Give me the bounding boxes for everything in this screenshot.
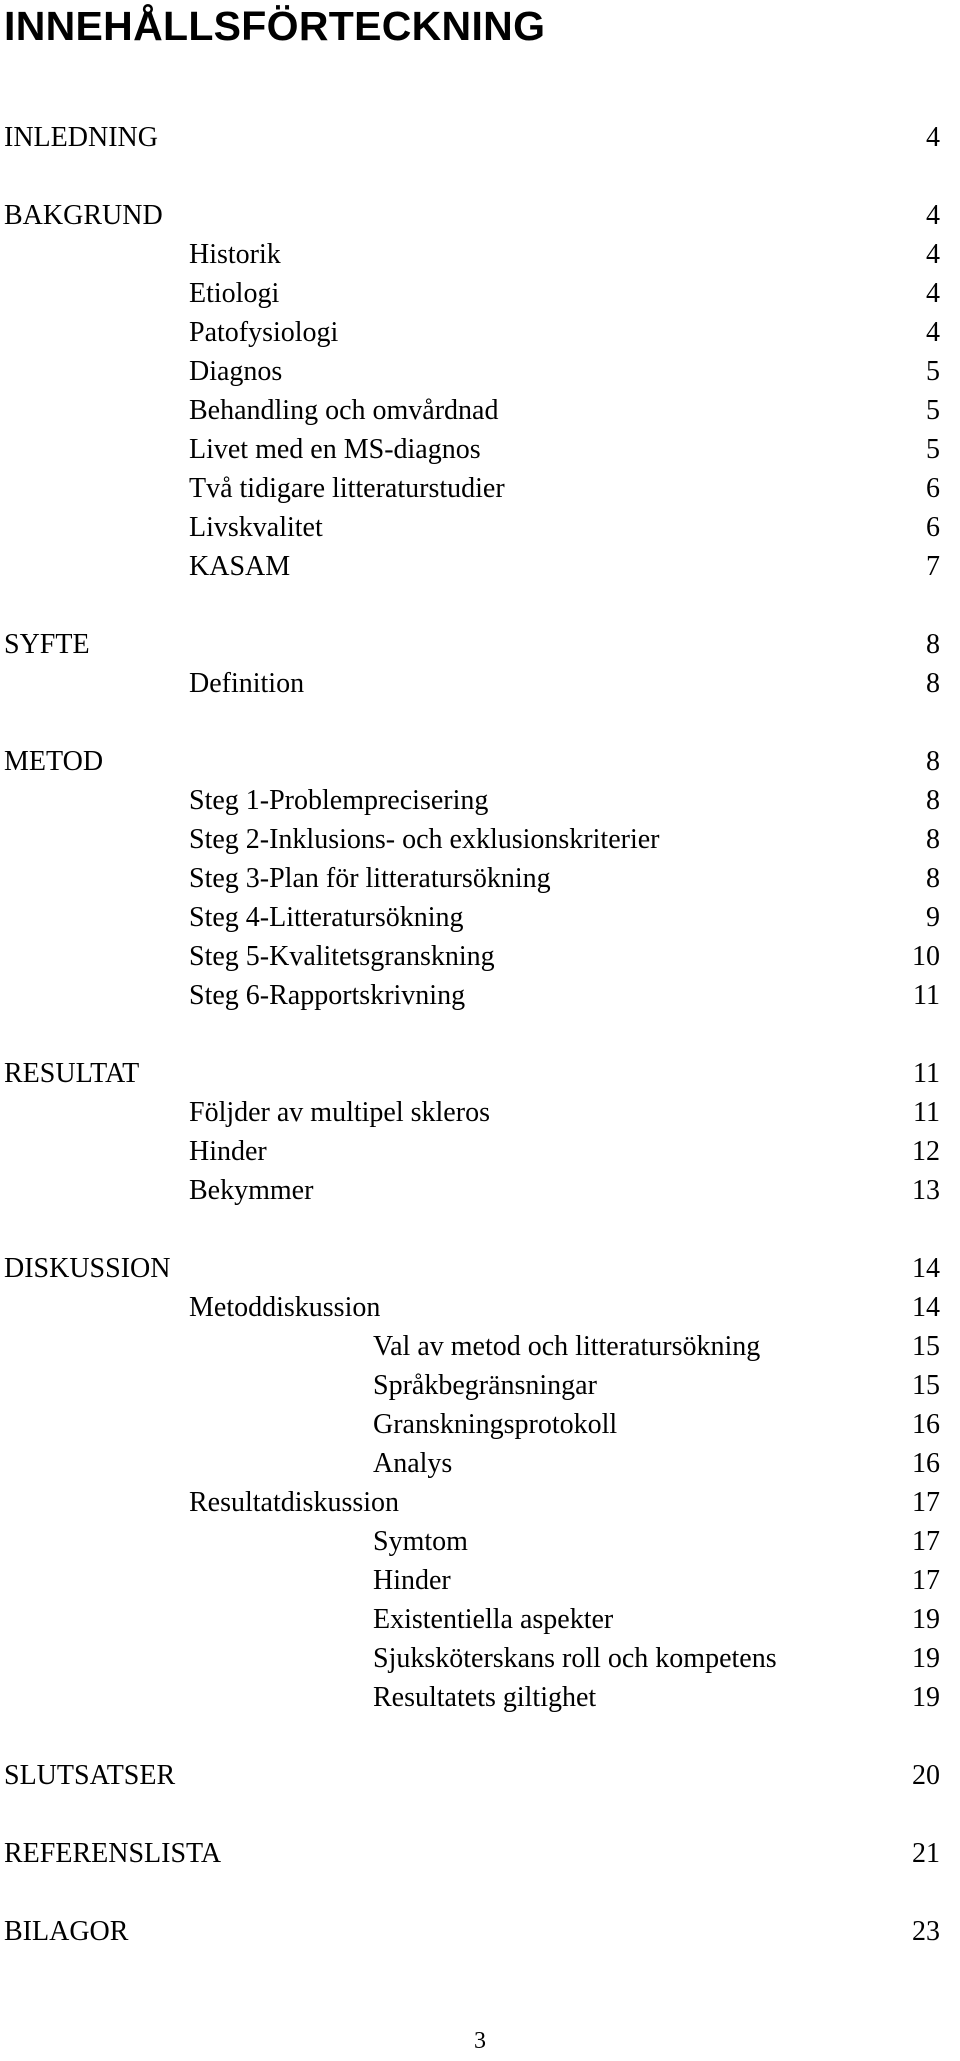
toc-entry-label: Två tidigare litteraturstudier bbox=[189, 473, 505, 504]
toc-entry-page: 11 bbox=[913, 980, 940, 1011]
toc-entry-label: Metoddiskussion bbox=[189, 1292, 381, 1323]
toc-entry-label: RESULTAT bbox=[4, 1058, 140, 1089]
toc-entry bbox=[0, 1678, 960, 1717]
toc-entry-page: 14 bbox=[912, 1292, 940, 1323]
toc-entry-page: 11 bbox=[913, 1097, 940, 1128]
toc-entry-page: 17 bbox=[912, 1565, 940, 1596]
toc-entry bbox=[0, 118, 960, 157]
toc-entry bbox=[0, 1327, 960, 1366]
toc-entry bbox=[0, 1561, 960, 1600]
toc-entry bbox=[0, 1093, 960, 1132]
toc-entry-label: Val av metod och litteratursökning bbox=[373, 1331, 761, 1362]
toc-entry-page: 4 bbox=[926, 239, 940, 270]
toc-entry bbox=[0, 1054, 960, 1093]
toc-entry-page: 21 bbox=[912, 1838, 940, 1869]
toc-entry-label: Följder av multipel skleros bbox=[189, 1097, 490, 1128]
toc-entry bbox=[0, 1366, 960, 1405]
toc-entry-page: 6 bbox=[926, 473, 940, 504]
toc-entry-label: METOD bbox=[4, 746, 104, 777]
toc-entry-page: 8 bbox=[926, 785, 940, 816]
toc-entry-page: 5 bbox=[926, 395, 940, 426]
toc-entry-label: Steg 2-Inklusions- och exklusionskriterier bbox=[189, 824, 660, 855]
toc-entry bbox=[0, 235, 960, 274]
toc-entry bbox=[0, 625, 960, 664]
toc-entry-page: 4 bbox=[926, 200, 940, 231]
toc-entry bbox=[0, 391, 960, 430]
toc-entry-label: Bekymmer bbox=[189, 1175, 314, 1206]
toc-entry bbox=[0, 1288, 960, 1327]
toc-entry-label: Symtom bbox=[373, 1526, 468, 1557]
toc-entry-label: DISKUSSION bbox=[4, 1253, 171, 1284]
toc-entry bbox=[0, 781, 960, 820]
toc-entry-label: Definition bbox=[189, 668, 305, 699]
toc-entry-label: KASAM bbox=[189, 551, 291, 582]
toc-entry-label: Språkbegränsningar bbox=[373, 1370, 597, 1401]
toc-entry bbox=[0, 1834, 960, 1873]
toc-entry bbox=[0, 664, 960, 703]
toc-entry bbox=[0, 1756, 960, 1795]
toc-entry-label: INLEDNING bbox=[4, 122, 158, 153]
toc-entry-page: 16 bbox=[912, 1448, 940, 1479]
toc-entry-label: Historik bbox=[189, 239, 281, 270]
toc-entry-page: 7 bbox=[926, 551, 940, 582]
toc-entry bbox=[0, 313, 960, 352]
toc-entry-label: Livskvalitet bbox=[189, 512, 323, 543]
toc-entry-page: 11 bbox=[913, 1058, 940, 1089]
toc-entry-page: 4 bbox=[926, 122, 940, 153]
toc-entry bbox=[0, 1912, 960, 1951]
toc-entry bbox=[0, 1171, 960, 1210]
toc-entry-label: Hinder bbox=[189, 1136, 267, 1167]
toc-entry bbox=[0, 274, 960, 313]
toc-entry-page: 17 bbox=[912, 1487, 940, 1518]
toc-entry-label: Diagnos bbox=[189, 356, 283, 387]
toc-entry-page: 14 bbox=[912, 1253, 940, 1284]
toc-entry-label: Patofysiologi bbox=[189, 317, 339, 348]
toc-entry-label: Steg 3-Plan för litteratursökning bbox=[189, 863, 551, 894]
toc-entry bbox=[0, 898, 960, 937]
toc-entry-page: 5 bbox=[926, 356, 940, 387]
toc-entry bbox=[0, 469, 960, 508]
toc-entry bbox=[0, 1249, 960, 1288]
toc-entry bbox=[0, 547, 960, 586]
toc-entry bbox=[0, 1405, 960, 1444]
toc-entry-page: 8 bbox=[926, 668, 940, 699]
toc-entry-page: 8 bbox=[926, 863, 940, 894]
toc-entry-page: 10 bbox=[912, 941, 940, 972]
toc-entry-label: SLUTSATSER bbox=[4, 1760, 176, 1791]
toc-entry bbox=[0, 937, 960, 976]
toc-entry-page: 19 bbox=[912, 1682, 940, 1713]
toc-entry-label: Steg 4-Litteratursökning bbox=[189, 902, 464, 933]
toc-entry-page: 9 bbox=[926, 902, 940, 933]
page-number: 3 bbox=[474, 2028, 486, 2054]
toc-entry bbox=[0, 352, 960, 391]
toc-entry-label: Etiologi bbox=[189, 278, 280, 309]
toc-entry bbox=[0, 1483, 960, 1522]
toc-entry-page: 8 bbox=[926, 824, 940, 855]
toc-entry-label: Resultatdiskussion bbox=[189, 1487, 400, 1518]
toc-entry-page: 19 bbox=[912, 1604, 940, 1635]
toc-entry-label: Hinder bbox=[373, 1565, 451, 1596]
toc-entry-label: Sjuksköterskans roll och kompetens bbox=[373, 1643, 777, 1674]
toc-entry-page: 8 bbox=[926, 746, 940, 777]
toc-entry-label: Existentiella aspekter bbox=[373, 1604, 614, 1635]
toc-entry-label: BILAGOR bbox=[4, 1916, 129, 1947]
toc-entry-label: BAKGRUND bbox=[4, 200, 163, 231]
toc-entry-page: 6 bbox=[926, 512, 940, 543]
toc-entry-label: Steg 6-Rapportskrivning bbox=[189, 980, 466, 1011]
toc-entry-label: Resultatets giltighet bbox=[373, 1682, 597, 1713]
toc-entry bbox=[0, 820, 960, 859]
page-title: INNEHÅLLSFÖRTECKNING bbox=[4, 3, 546, 49]
toc-entry bbox=[0, 1444, 960, 1483]
toc-entry bbox=[0, 1639, 960, 1678]
toc-entry-label: Granskningsprotokoll bbox=[373, 1409, 618, 1440]
toc-entry bbox=[0, 742, 960, 781]
toc-entry-page: 4 bbox=[926, 317, 940, 348]
toc-entry bbox=[0, 430, 960, 469]
toc-entry bbox=[0, 976, 960, 1015]
toc-entry bbox=[0, 1132, 960, 1171]
toc-entry bbox=[0, 859, 960, 898]
toc-entry-page: 17 bbox=[912, 1526, 940, 1557]
toc-entry-page: 20 bbox=[912, 1760, 940, 1791]
toc-entry-label: Steg 5-Kvalitetsgranskning bbox=[189, 941, 495, 972]
toc-entry-label: Behandling och omvårdnad bbox=[189, 395, 499, 426]
toc-entry-page: 19 bbox=[912, 1643, 940, 1674]
toc-entry bbox=[0, 1600, 960, 1639]
toc-entry-page: 12 bbox=[912, 1136, 940, 1167]
toc-entry-page: 15 bbox=[912, 1331, 940, 1362]
toc-entry-page: 23 bbox=[912, 1916, 940, 1947]
toc-entry bbox=[0, 196, 960, 235]
toc-entry-page: 13 bbox=[912, 1175, 940, 1206]
toc-entry-label: Steg 1-Problemprecisering bbox=[189, 785, 489, 816]
toc-entry bbox=[0, 1522, 960, 1561]
toc-entry-page: 16 bbox=[912, 1409, 940, 1440]
toc-entry-label: Livet med en MS-diagnos bbox=[189, 434, 481, 465]
toc-entry-page: 4 bbox=[926, 278, 940, 309]
toc-entry-label: SYFTE bbox=[4, 629, 90, 660]
toc-entry-page: 15 bbox=[912, 1370, 940, 1401]
toc-entry-page: 5 bbox=[926, 434, 940, 465]
toc-entry bbox=[0, 508, 960, 547]
toc-entry-label: REFERENSLISTA bbox=[4, 1838, 222, 1869]
toc-entry-label: Analys bbox=[373, 1448, 453, 1479]
toc-entry-page: 8 bbox=[926, 629, 940, 660]
